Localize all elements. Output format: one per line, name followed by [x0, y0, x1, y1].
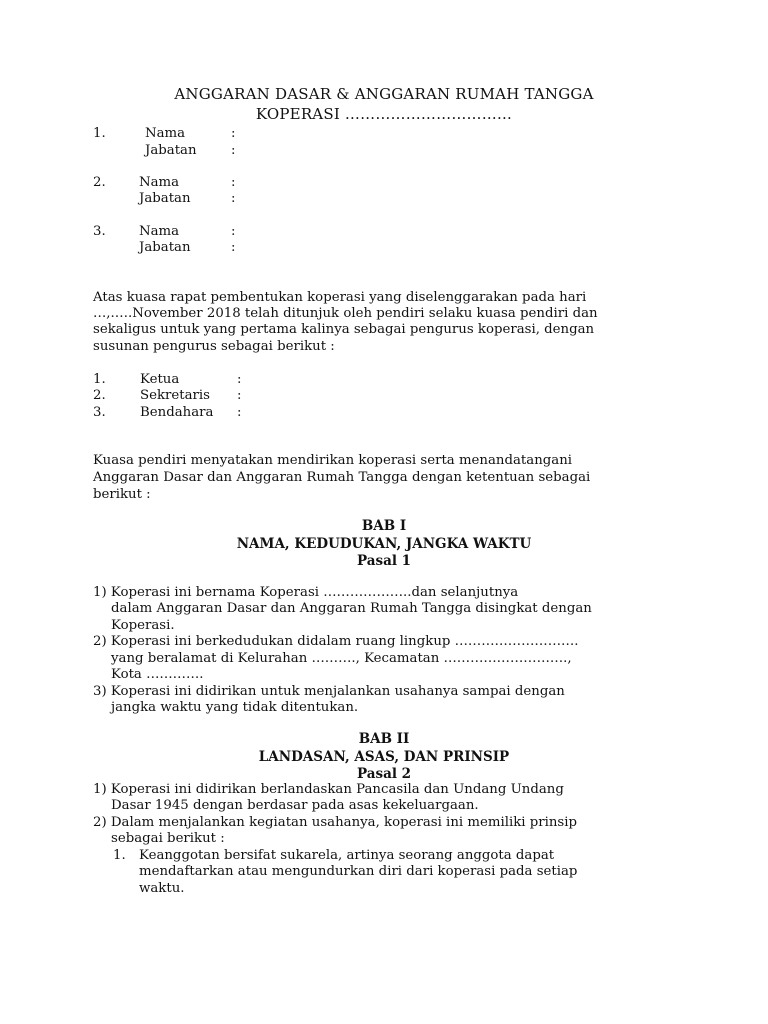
founder-3-jabatan-label: Jabatan: [139, 240, 191, 255]
intro-paragraph-line: susunan pengurus sebagai berikut :: [93, 339, 335, 354]
founder-2-jabatan-label: Jabatan: [139, 191, 191, 206]
intro-paragraph-line: sekaligus untuk yang pertama kalinya sebagai pengurus koperasi, dengan: [93, 322, 595, 337]
pasal-2-item-line: 1) Koperasi ini didirikan berlandaskan Pancasila dan Undang Undang: [93, 782, 564, 797]
intro-paragraph-line: Atas kuasa rapat pembentukan koperasi yang diselenggarakan pada hari: [93, 290, 587, 305]
intro-paragraph-line: …,.….November 2018 telah ditunjuk oleh pendiri selaku kuasa pendiri dan: [93, 306, 598, 321]
pasal-1-item-line: yang beralamat di Kelurahan ………., Kecamatan ……………………….,: [111, 651, 572, 666]
founder-2-name-label: Nama: [139, 175, 180, 190]
pasal-2-item-line: sebagai berikut :: [111, 831, 225, 846]
statement-paragraph-line: berikut :: [93, 487, 151, 502]
officer-3-number: 3.: [93, 405, 106, 420]
pasal-1-item-line: Koperasi.: [111, 618, 175, 633]
founder-3-name-label: Nama: [139, 224, 180, 239]
pasal-2-subitem-line: waktu.: [139, 881, 185, 896]
founder-1-jabatan-label: Jabatan: [145, 143, 197, 158]
pasal-2-heading: Pasal 2: [356, 766, 412, 782]
officer-2-number: 2.: [93, 388, 106, 403]
pasal-2-subitem-number: 1.: [113, 848, 126, 863]
founder-2-jabatan-colon: :: [231, 191, 236, 206]
pasal-2-item-line: 2) Dalam menjalankan kegiatan usahanya, koperasi ini memiliki prinsip: [93, 815, 578, 830]
document-title-line1: ANGGARAN DASAR & ANGGARAN RUMAH TANGGA: [174, 85, 594, 103]
pasal-2-item-line: Dasar 1945 dengan berdasar pada asas kekeluargaan.: [111, 798, 479, 813]
founder-3-number: 3.: [93, 224, 106, 239]
officer-1-number: 1.: [93, 372, 106, 387]
officer-2-label: Sekretaris: [140, 388, 210, 403]
pasal-1-item-line: dalam Anggaran Dasar dan Anggaran Rumah Tangga disingkat dengan: [111, 601, 592, 616]
document-title-line2: KOPERASI ……………………………: [255, 105, 513, 123]
pasal-2-subitem-line: mendaftarkan atau mengundurkan diri dari koperasi pada setiap: [139, 864, 578, 879]
founder-3-jabatan-colon: :: [231, 240, 236, 255]
pasal-1-heading: Pasal 1: [356, 553, 412, 569]
officer-1-colon: :: [237, 372, 242, 387]
founder-3-name-colon: :: [231, 224, 236, 239]
founder-1-jabatan-colon: :: [231, 143, 236, 158]
statement-paragraph-line: Kuasa pendiri menyatakan mendirikan koperasi serta menandatangani: [93, 453, 573, 468]
bab-2-heading: BAB II: [358, 731, 410, 747]
officer-3-label: Bendahara: [140, 405, 214, 420]
bab-1-title: NAMA, KEDUDUKAN, JANGKA WAKTU: [236, 536, 532, 552]
pasal-1-item-line: jangka waktu yang tidak ditentukan.: [111, 700, 359, 715]
founder-2-name-colon: :: [231, 175, 236, 190]
officer-3-colon: :: [237, 405, 242, 420]
bab-2-title: LANDASAN, ASAS, DAN PRINSIP: [258, 749, 510, 765]
pasal-1-item-line: 1) Koperasi ini bernama Koperasi ………………..dan selanjutnya: [93, 585, 519, 600]
officer-1-label: Ketua: [140, 372, 180, 387]
founder-2-number: 2.: [93, 175, 106, 190]
founder-1-name-label: Nama: [145, 126, 186, 141]
founder-1-name-colon: :: [231, 126, 236, 141]
pasal-1-item-line: Kota ………….: [111, 667, 204, 682]
pasal-2-subitem-line: Keanggotan bersifat sukarela, artinya seorang anggota dapat: [139, 848, 555, 863]
pasal-1-item-line: 2) Koperasi ini berkedudukan didalam ruang lingkup ……………………….: [93, 634, 579, 649]
founder-1-number: 1.: [93, 126, 106, 141]
statement-paragraph-line: Anggaran Dasar dan Anggaran Rumah Tangga dengan ketentuan sebagai: [93, 470, 591, 485]
pasal-1-item-line: 3) Koperasi ini didirikan untuk menjalankan usahanya sampai dengan: [93, 684, 565, 699]
officer-2-colon: :: [237, 388, 242, 403]
bab-1-heading: BAB I: [361, 518, 407, 534]
